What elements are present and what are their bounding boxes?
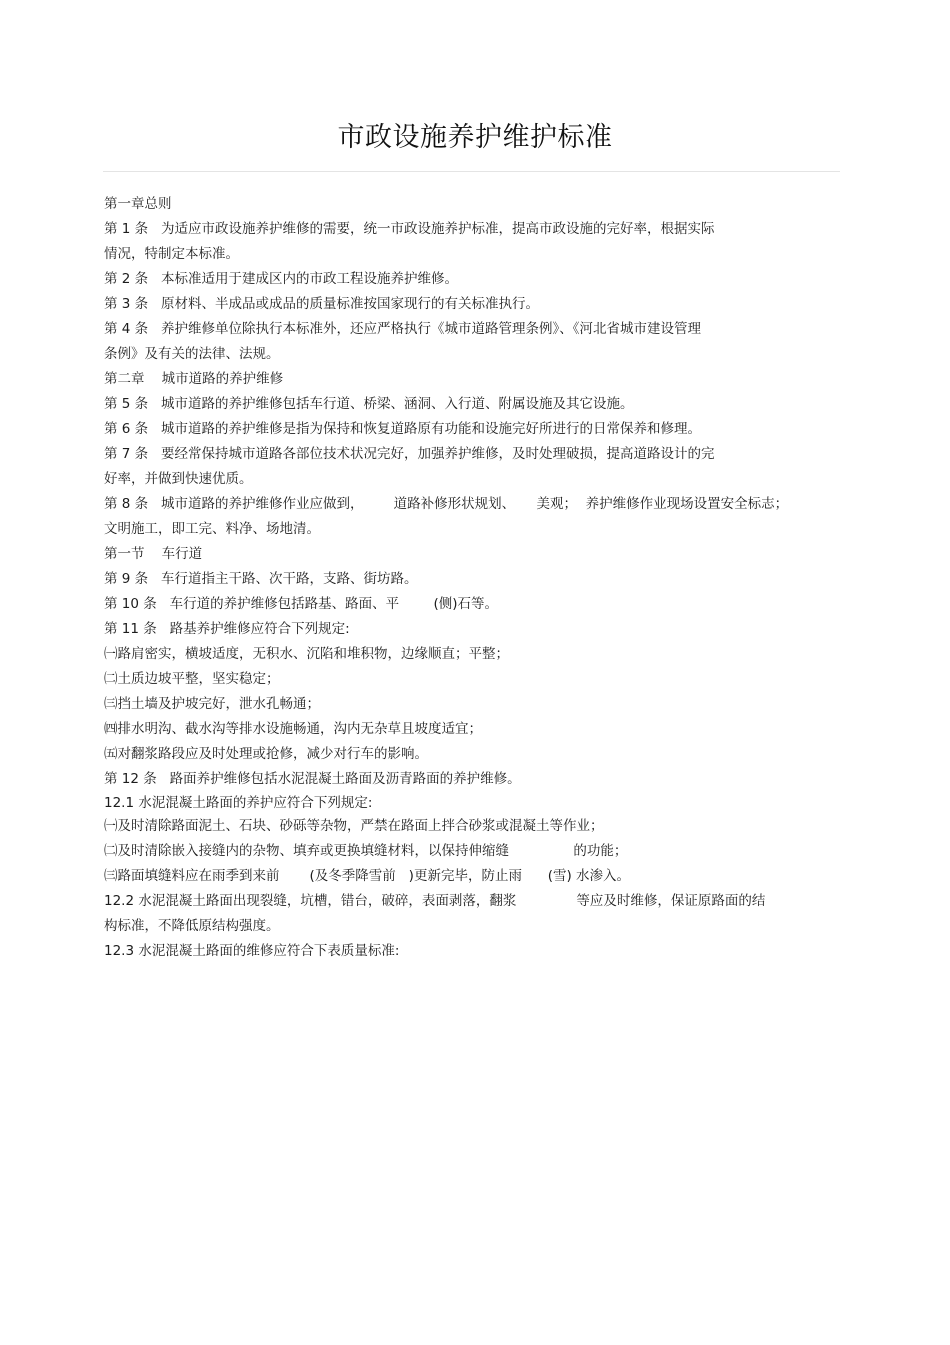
subsection-line: 12.2 水泥混凝土路面出现裂缝，坑槽，错台，破碎，表面剥落，翻浆 等应及时维修，保证原路面的结	[104, 893, 766, 909]
list-item: ㈠路肩密实，横坡适度，无积水、沉陷和堆积物，边缘顺直；平整；	[104, 646, 509, 662]
list-item: ㈢路面填缝料应在雨季到来前 (及冬季降雪前 )更新完毕，防止雨 (雪) 水渗入。	[104, 868, 631, 884]
section-heading: 第一节 车行道	[104, 546, 203, 562]
title-divider	[103, 171, 840, 172]
text-line: 第 2 条 本标准适用于建成区内的市政工程设施养护维修。	[104, 271, 459, 287]
text-line: 第 10 条 车行道的养护维修包括路基、路面、平 (侧)石等。	[104, 596, 498, 612]
subsection-line: 12.3 水泥混凝土路面的维修应符合下表质量标准:	[104, 943, 400, 959]
text-line: 条例》及有关的法律、法规。	[104, 346, 280, 362]
chapter-heading: 第二章 城市道路的养护维修	[104, 371, 284, 387]
list-item: ㈤对翻浆路段应及时处理或抢修，减少对行车的影响。	[104, 746, 428, 762]
document-body	[104, 192, 840, 964]
list-item: ㈠及时清除路面泥土、石块、砂砾等杂物，严禁在路面上拌合砂浆或混凝土等作业；	[104, 818, 604, 834]
text-line: 好率，并做到快速优质。	[104, 471, 253, 487]
list-item: ㈣排水明沟、截水沟等排水设施畅通，沟内无杂草且坡度适宜；	[104, 721, 482, 737]
text-line: 情况，特制定本标准。	[104, 246, 239, 262]
text-line: 第 7 条 要经常保持城市道路各部位技术状况完好，加强养护维修，及时处理破损，提高道路设计的完	[104, 446, 715, 462]
text-line: 第 6 条 城市道路的养护维修是指为保持和恢复道路原有功能和设施完好所进行的日常保养和修理。	[104, 421, 702, 437]
text-line: 第 4 条 养护维修单位除执行本标准外，还应严格执行《城市道路管理条例》、《河北省城市建设管理	[104, 321, 702, 337]
text-line: 文明施工，即工完、料净、场地清。	[104, 521, 320, 537]
text-line: 第 12 条 路面养护维修包括水泥混凝土路面及沥青路面的养护维修。	[104, 771, 521, 787]
text-line: 第 9 条 车行道指主干路、次干路，支路、街坊路。	[104, 571, 418, 587]
text-line: 第 8 条 城市道路的养护维修作业应做到， 道路补修形状规划、 美观； 养护维修作业现场设置安全标志；	[104, 496, 789, 512]
list-item: ㈢挡土墙及护坡完好，泄水孔畅通；	[104, 696, 320, 712]
list-item: ㈡及时清除嵌入接缝内的杂物、填弃或更换填缝材料，以保持伸缩缝 的功能；	[104, 843, 628, 859]
list-item: ㈡土质边坡平整，坚实稳定；	[104, 671, 280, 687]
text-line: 第 1 条 为适应市政设施养护维修的需要，统一市政设施养护标准，提高市政设施的完好率，根据实际	[104, 221, 715, 237]
chapter-heading: 第一章总则	[104, 196, 172, 212]
document-title: 市政设施养护维护标准	[337, 122, 613, 153]
text-line: 第 3 条 原材料、半成品或成品的质量标准按国家现行的有关标准执行。	[104, 296, 540, 312]
text-line: 第 5 条 城市道路的养护维修包括车行道、桥梁、涵洞、入行道、附属设施及其它设施。	[104, 396, 634, 412]
text-line: 构标准，不降低原结构强度。	[104, 918, 280, 934]
subsection-line: 12.1 水泥混凝土路面的养护应符合下列规定:	[104, 795, 373, 811]
text-line: 第 11 条 路基养护维修应符合下列规定:	[104, 621, 350, 637]
